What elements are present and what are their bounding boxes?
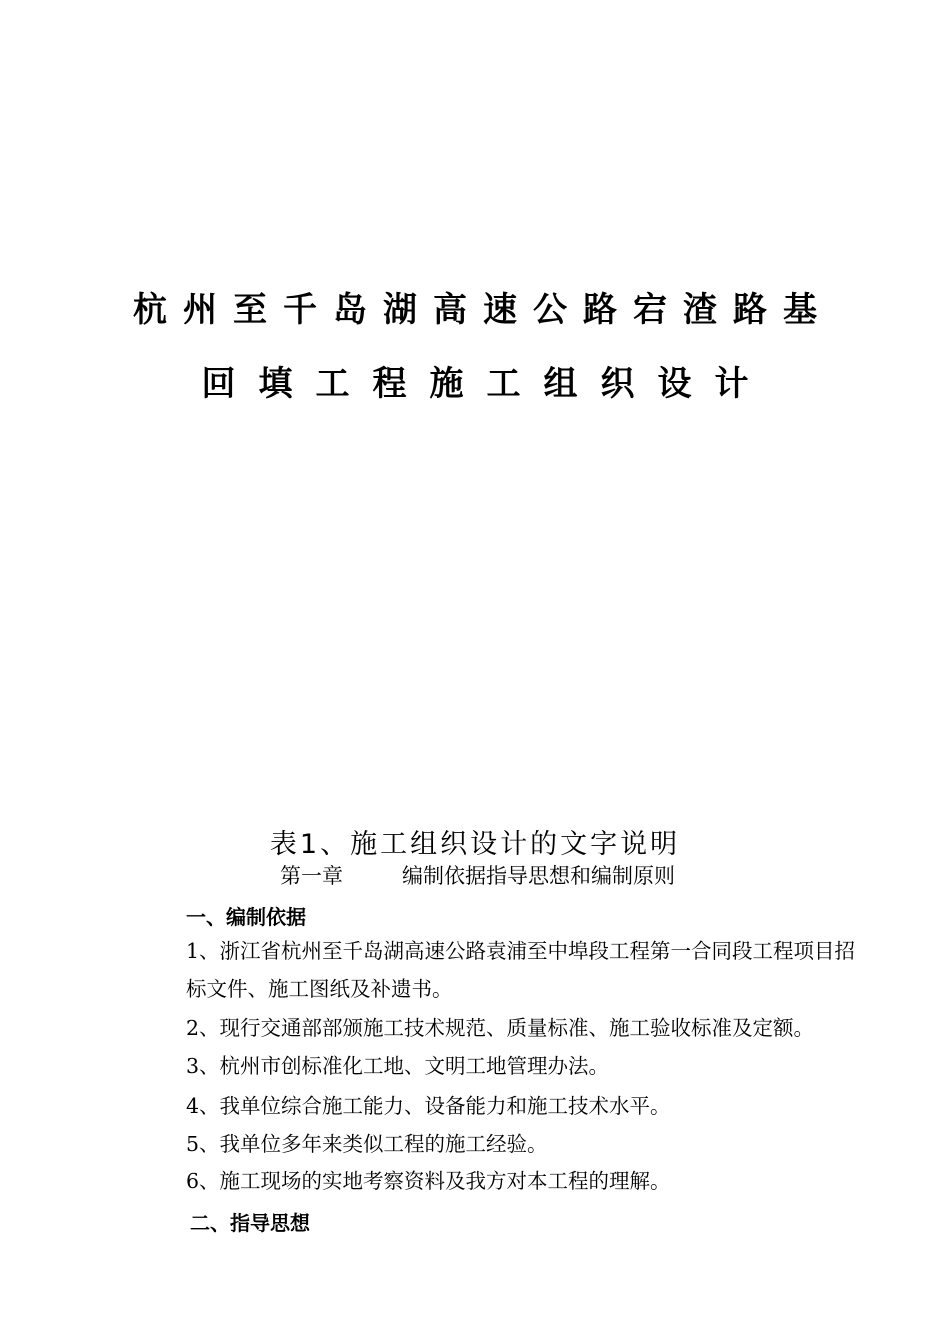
list-item — [140, 1125, 860, 1163]
list-item — [140, 1162, 860, 1200]
table-caption: 表1、施工组织设计的文字说明 — [269, 829, 681, 860]
document-title-line-2: 回填工程施工组织设计 — [201, 364, 772, 404]
chapter-title: 编制依据指导思想和编制原则 — [402, 864, 675, 888]
list-item-text: 6、施工现场的实地考察资料及我方对本工程的理解。 — [186, 1169, 671, 1193]
list-item-text: 3、杭州市创标准化工地、文明工地管理办法。 — [186, 1054, 610, 1078]
section-heading-basis: 一、编制依据 — [186, 905, 306, 929]
list-item-text: 1、浙江省杭州至千岛湖高速公路袁浦至中埠段工程第一合同段工程项目招标文件、施工图纸及补遗书。 — [186, 939, 856, 1001]
list-item-text: 2、现行交通部部颁施工技术规范、质量标准、施工验收标准及定额。 — [186, 1016, 815, 1040]
list-item — [140, 1087, 860, 1125]
list-item — [140, 1047, 860, 1085]
document-title-line-1: 杭州至千岛湖高速公路宕渣路基 — [133, 290, 833, 330]
list-item-text: 4、我单位综合施工能力、设备能力和施工技术水平。 — [186, 1094, 671, 1118]
chapter-number: 第一章 — [280, 864, 343, 888]
list-item — [140, 932, 860, 1008]
chapter-heading — [280, 860, 675, 890]
section-heading-guiding-ideology: 二、指导思想 — [190, 1211, 310, 1235]
list-item-text: 5、我单位多年来类似工程的施工经验。 — [186, 1132, 548, 1156]
list-item — [140, 1009, 860, 1047]
